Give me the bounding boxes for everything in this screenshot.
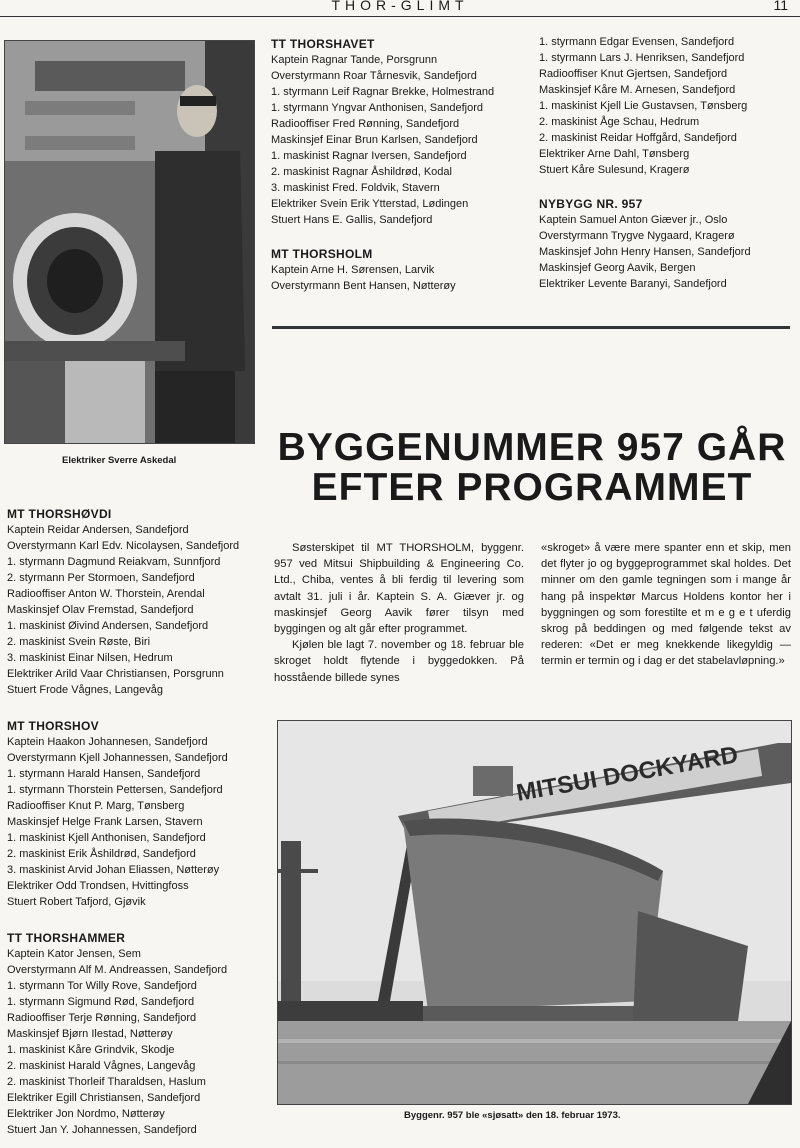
- article-paragraph: Kjølen ble lagt 7. november og 18. februar ble skroget holdt flytende i byggedokken. På hosstående billede synes: [274, 639, 524, 684]
- crew-line: Elektriker Levente Baranyi, Sandefjord: [539, 278, 727, 290]
- crew-line: 2. maskinist Reidar Hoffgård, Sandefjord: [539, 132, 737, 144]
- page-number: 11: [773, 0, 788, 13]
- dockyard-sign: MITSUI DOCKYARD: [514, 741, 741, 807]
- crew-line: 3. maskinist Arvid Johan Eliassen, Nøtterøy: [7, 864, 220, 876]
- article-paragraph: «skroget» å være mere spanter enn et skip, men det flyter jo og byggeprogrammet skal holdes. Det minner om den gamle tegningen som i mange år hang på inspektør Marcus Holdens kontor her i byggningen og som forestilte et m e g e t uferdig skrog på beddingen og med følgende tekst av rederen: «Det er meg knekkende likegyldig — termin er termin og i dag er det stabelavløpning.»: [541, 542, 791, 668]
- crew-line: Radiooffiser Terje Rønning, Sandefjord: [7, 1012, 197, 1024]
- crew-line: Stuert Robert Tafjord, Gjøvik: [7, 896, 146, 908]
- photo-ship-caption: Byggenr. 957 ble «sjøsatt» den 18. februar 1973.: [404, 1110, 621, 1121]
- ship-title: TT THORSHAMMER: [7, 931, 126, 945]
- section-divider: [272, 326, 790, 329]
- crew-line: 2. maskinist Harald Vågnes, Langevåg: [7, 1060, 196, 1072]
- crew-line: 1. styrmann Harald Hansen, Sandefjord: [7, 768, 201, 780]
- crew-column-top-right: [539, 34, 795, 302]
- crew-line: Maskinsjef Einar Brun Karlsen, Sandefjord: [271, 134, 478, 146]
- crew-line: 1. maskinist Øivind Andersen, Sandefjord: [7, 620, 209, 632]
- crew-line: Stuert Jan Y. Johannessen, Sandefjord: [7, 1124, 197, 1136]
- ship-title: MT THORSHOV: [7, 719, 99, 733]
- headline-line-2: EFTER PROGRAMMET: [311, 466, 753, 509]
- crew-line: 1. styrmann Lars J. Henriksen, Sandefjord: [539, 52, 745, 64]
- crew-line: 1. styrmann Dagmund Reiakvam, Sunnfjord: [7, 556, 221, 568]
- crew-line: 1. maskinist Kjell Anthonisen, Sandefjord: [7, 832, 206, 844]
- crew-line: Elektriker Odd Trondsen, Hvittingfoss: [7, 880, 189, 892]
- crew-line: Overstyrmann Trygve Nygaard, Kragerø: [539, 230, 735, 242]
- crew-line: Overstyrmann Karl Edv. Nicolaysen, Sandefjord: [7, 540, 240, 552]
- crew-line: Radiooffiser Fred Rønning, Sandefjord: [271, 118, 460, 130]
- crew-column-top-middle: [271, 36, 533, 304]
- ship-title: MT THORSHØVDI: [7, 507, 112, 521]
- crew-line: Elektriker Egill Christiansen, Sandefjord: [7, 1092, 201, 1104]
- crew-line: Kaptein Kator Jensen, Sem: [7, 948, 141, 960]
- crew-line: Maskinsjef Olav Fremstad, Sandefjord: [7, 604, 194, 616]
- photo-ship-hull-image: [278, 721, 791, 1104]
- crew-line: Radiooffiser Anton W. Thorstein, Arendal: [7, 588, 205, 600]
- crew-column-left: [7, 506, 267, 1148]
- crew-line: 1. styrmann Tor Willy Rove, Sandefjord: [7, 980, 197, 992]
- crew-line: Elektriker Jon Nordmo, Nøtterøy: [7, 1108, 165, 1120]
- crew-line: Overstyrmann Bent Hansen, Nøtterøy: [271, 280, 456, 292]
- crew-line: Stuert Kåre Sulesund, Kragerø: [539, 164, 690, 176]
- crew-line: Elektriker Arne Dahl, Tønsberg: [539, 148, 690, 160]
- crew-line: 3. maskinist Fred. Foldvik, Stavern: [271, 182, 440, 194]
- magazine-title: THOR-GLIMT: [331, 0, 469, 13]
- crew-line: 2. maskinist Ragnar Åshildrød, Kodal: [271, 166, 452, 178]
- crew-block-thorsholm-cont: [539, 34, 795, 178]
- crew-line: 1. maskinist Kåre Grindvik, Skodje: [7, 1044, 175, 1056]
- header-rule: [0, 16, 800, 17]
- crew-line: Kaptein Arne H. Sørensen, Larvik: [271, 264, 435, 276]
- crew-line: Overstyrmann Roar Tårnesvik, Sandefjord: [271, 70, 477, 82]
- crew-line: 1. styrmann Leif Ragnar Brekke, Holmestrand: [271, 86, 495, 98]
- crew-block-thorsholm: [271, 246, 533, 294]
- photo-electrician-image: [5, 41, 254, 443]
- ship-title: TT THORSHAVET: [271, 37, 375, 51]
- crew-line: Kaptein Ragnar Tande, Porsgrunn: [271, 54, 438, 66]
- crew-line: Elektriker Arild Vaar Christiansen, Porsgrunn: [7, 668, 224, 680]
- headline-line-1: BYGGENUMMER 957 GÅR: [277, 426, 787, 469]
- crew-line: Overstyrmann Kjell Johannessen, Sandefjord: [7, 752, 228, 764]
- article-body-col1: [274, 540, 524, 686]
- crew-line: 1. maskinist Kjell Lie Gustavsen, Tønsberg: [539, 100, 748, 112]
- crew-block-thorshammer: [7, 930, 267, 1138]
- photo-electrician-caption: Elektriker Sverre Askedal: [62, 455, 177, 466]
- photo-ship-hull: [277, 720, 792, 1105]
- crew-line: Kaptein Samuel Anton Giæver jr., Oslo: [539, 214, 728, 226]
- crew-block-nybygg-957: [539, 196, 795, 292]
- ship-title: MT THORSHOLM: [271, 247, 373, 261]
- crew-line: 1. maskinist Ragnar Iversen, Sandefjord: [271, 150, 467, 162]
- article-headline: [272, 428, 792, 508]
- crew-block-thorshov: [7, 718, 267, 910]
- crew-line: 1. styrmann Yngvar Anthonisen, Sandefjord: [271, 102, 483, 114]
- crew-line: Radiooffiser Knut Gjertsen, Sandefjord: [539, 68, 728, 80]
- crew-line: Maskinsjef Helge Frank Larsen, Stavern: [7, 816, 203, 828]
- crew-line: Stuert Hans E. Gallis, Sandefjord: [271, 214, 433, 226]
- crew-block-thorshavet: [271, 36, 533, 228]
- crew-line: Kaptein Haakon Johannesen, Sandefjord: [7, 736, 208, 748]
- crew-line: 2. maskinist Åge Schau, Hedrum: [539, 116, 700, 128]
- crew-line: Stuert Frode Vågnes, Langevåg: [7, 684, 163, 696]
- crew-line: Maskinsjef Georg Aavik, Bergen: [539, 262, 696, 274]
- crew-line: Kaptein Reidar Andersen, Sandefjord: [7, 524, 189, 536]
- crew-line: 2. maskinist Erik Åshildrød, Sandefjord: [7, 848, 196, 860]
- crew-line: 3. maskinist Einar Nilsen, Hedrum: [7, 652, 173, 664]
- crew-block-thorshovdi: [7, 506, 267, 698]
- photo-electrician: [4, 40, 255, 444]
- crew-line: Radiooffiser Knut P. Marg, Tønsberg: [7, 800, 185, 812]
- crew-line: 1. styrmann Sigmund Rød, Sandefjord: [7, 996, 195, 1008]
- crew-line: Overstyrmann Alf M. Andreassen, Sandefjord: [7, 964, 228, 976]
- crew-line: 2. maskinist Svein Røste, Biri: [7, 636, 151, 648]
- crew-line: 1. styrmann Thorstein Pettersen, Sandefjord: [7, 784, 223, 796]
- crew-line: 2. maskinist Thorleif Tharaldsen, Haslum: [7, 1076, 206, 1088]
- crew-line: Elektriker Svein Erik Ytterstad, Lødingen: [271, 198, 469, 210]
- ship-title: NYBYGG NR. 957: [539, 197, 643, 211]
- article-body-col2: [541, 540, 791, 670]
- crew-line: 1. styrmann Edgar Evensen, Sandefjord: [539, 36, 735, 48]
- article-paragraph: Søsterskipet til MT THORSHOLM, byggenr. 957 ved Mitsui Shipbuilding & Engineering Co. Ltd., Chiba, ventes å bli ferdig til levering som avtalt 31. juli i år. Kaptein S. A. Giæver jr. og maskinsjef Georg Aavik fører tilsyn med byggingen og alt går efter programmet.: [274, 542, 524, 636]
- crew-line: Maskinsjef John Henry Hansen, Sandefjord: [539, 246, 751, 258]
- crew-line: 2. styrmann Per Stormoen, Sandefjord: [7, 572, 195, 584]
- crew-line: Maskinsjef Bjørn Ilestad, Nøtterøy: [7, 1028, 173, 1040]
- crew-line: Maskinsjef Kåre M. Arnesen, Sandefjord: [539, 84, 736, 96]
